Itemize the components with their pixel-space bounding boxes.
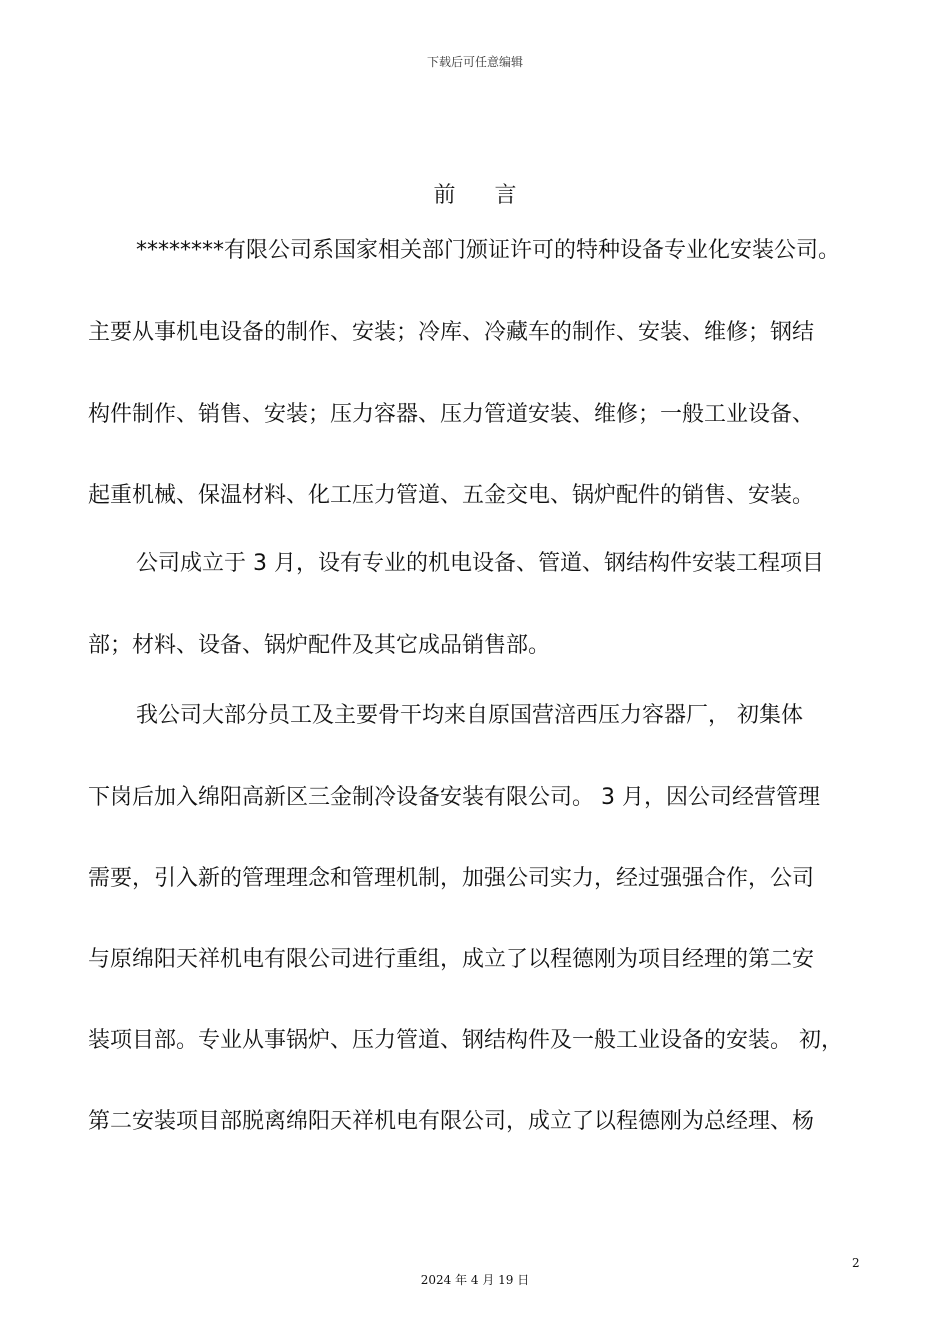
paragraph-line: 下岗后加入绵阳高新区三金制冷设备安装有限公司。 3 月，因公司经营管理 [88, 785, 820, 810]
paragraph-line: 主要从事机电设备的制作、安装；冷库、冷藏车的制作、安装、维修；钢结 [88, 320, 815, 345]
header-note: 下载后可任意编辑 [426, 55, 523, 69]
paragraph-line: 构件制作、销售、安装；压力容器、压力管道安装、维修；一般工业设备、 [88, 402, 815, 427]
paragraph-line: 第二安装项目部脱离绵阳天祥机电有限公司，成立了以程德刚为总经理、杨 [88, 1109, 815, 1134]
paragraph-line: 部；材料、设备、锅炉配件及其它成品销售部。 [88, 633, 551, 658]
page-title: 前 言 [433, 183, 533, 208]
paragraph-line: 公司成立于 3 月，设有专业的机电设备、管道、钢结构件安装工程项目 [136, 551, 824, 576]
paragraph-line: ********有限公司系国家相关部门颁证许可的特种设备专业化安装公司。 [136, 238, 841, 263]
paragraph-line: 需要，引入新的管理理念和管理机制，加强公司实力，经过强强合作，公司 [88, 866, 815, 891]
footer-date: 2024 年 4 月 19 日 [420, 1273, 530, 1287]
paragraph-line: 与原绵阳天祥机电有限公司进行重组，成立了以程德刚为项目经理的第二安 [88, 947, 815, 972]
paragraph-line: 装项目部。专业从事锅炉、压力管道、钢结构件及一般工业设备的安装。 初， [88, 1028, 843, 1053]
page-number: 2 [852, 1256, 860, 1270]
paragraph-line: 起重机械、保温材料、化工压力管道、五金交电、锅炉配件的销售、安装。 [88, 483, 815, 508]
paragraph-line: 我公司大部分员工及主要骨干均来自原国营涪西压力容器厂， 初集体 [136, 703, 803, 728]
